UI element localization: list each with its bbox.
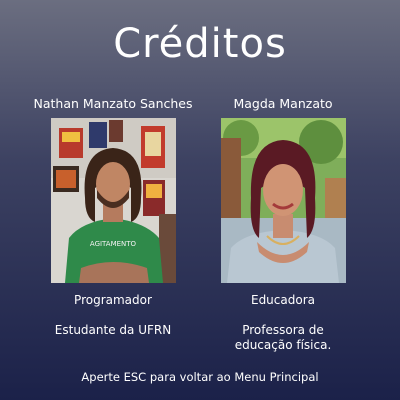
person-photo-icon — [51, 118, 176, 283]
credit-card-programmer — [28, 94, 198, 338]
credit-card-educator — [198, 94, 368, 353]
credit-description-line: educação física. — [234, 338, 332, 352]
credit-description-line: Professora de — [242, 323, 324, 337]
credit-description — [198, 323, 368, 353]
credit-photo — [221, 118, 346, 283]
credit-description-line: Estudante da UFRN — [54, 323, 172, 337]
back-to-menu-hint: Aperte ESC para voltar ao Menu Principal — [81, 370, 319, 384]
credit-role: Educadora — [250, 293, 315, 307]
svg-text:AGITAMENTO: AGITAMENTO — [89, 240, 136, 248]
credit-description — [28, 323, 198, 338]
credit-name: Nathan Manzato Sanches — [33, 96, 193, 111]
credit-name: Magda Manzato — [233, 96, 333, 111]
credit-photo — [51, 118, 176, 283]
screen-title: Créditos — [113, 21, 287, 67]
person-photo-icon — [221, 118, 346, 283]
credit-role: Programador — [74, 293, 152, 307]
